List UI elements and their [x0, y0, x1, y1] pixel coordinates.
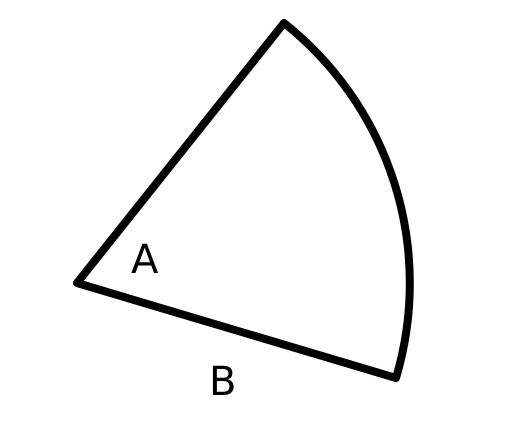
sector-outline	[77, 23, 410, 378]
angle-label: A	[131, 237, 159, 283]
radius-label: B	[209, 359, 237, 405]
